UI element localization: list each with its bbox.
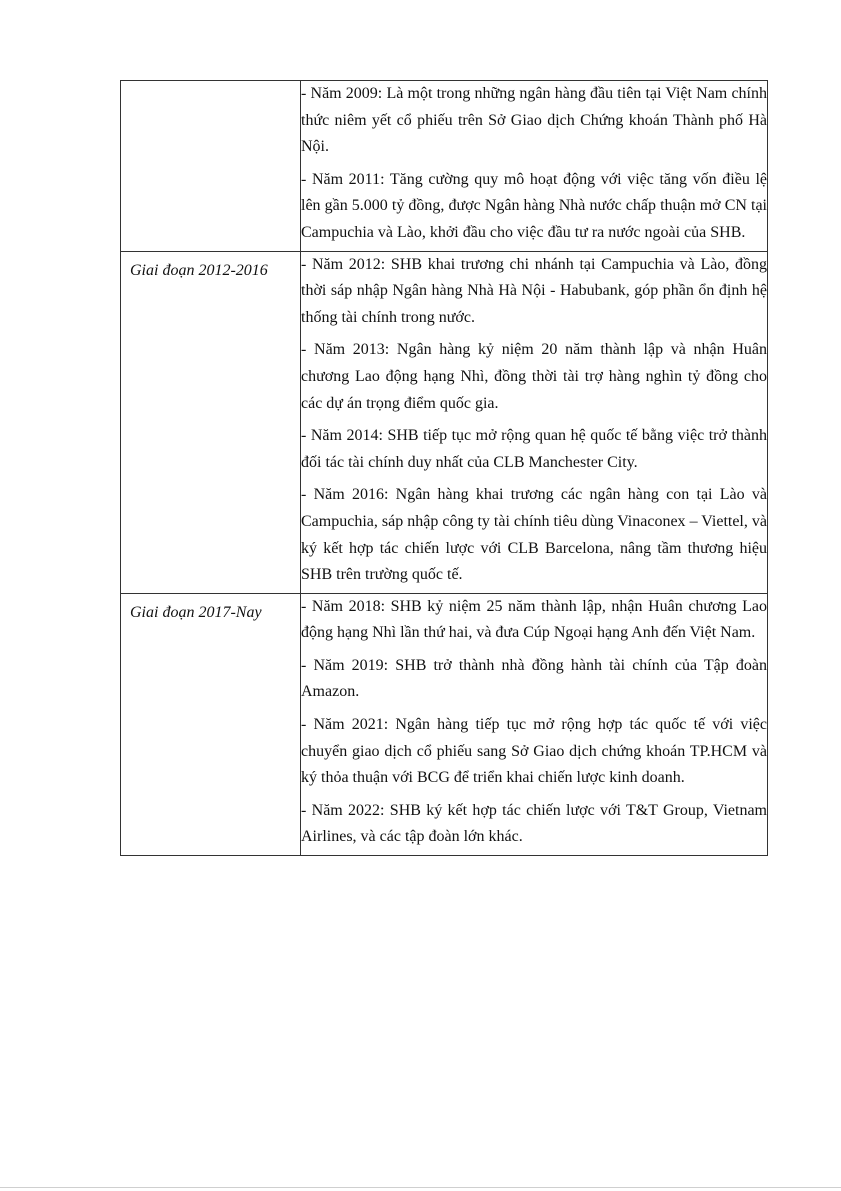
milestone-entry: - Năm 2021: Ngân hàng tiếp tục mở rộng hợp tác quốc tế với việc chuyển giao dịch cổ phiếu sang Sở Giao dịch chứng khoán TP.HCM và ký thỏa thuận với BCG để triển khai chiến lược kinh doanh. — [301, 716, 767, 787]
content-cell — [301, 593, 768, 855]
period-cell — [121, 593, 301, 855]
period-label: Giai đoạn 2012-2016 — [130, 261, 268, 279]
table-row — [121, 593, 768, 855]
milestone-entry: - Năm 2014: SHB tiếp tục mở rộng quan hệ quốc tế bằng việc trở thành đối tác tài chính duy nhất của CLB Manchester City. — [301, 427, 767, 471]
milestone-entry: - Năm 2018: SHB kỷ niệm 25 năm thành lập, nhận Huân chương Lao động hạng Nhì lần thứ hai, và đưa Cúp Ngoại hạng Anh đến Việt Nam. — [301, 597, 767, 642]
period-label: Giai đoạn 2017-Nay — [130, 603, 262, 621]
period-cell — [121, 81, 301, 252]
timeline-table — [120, 80, 768, 856]
table-row — [121, 251, 768, 593]
milestone-entry: - Năm 2011: Tăng cường quy mô hoạt động với việc tăng vốn điều lệ lên gần 5.000 tỷ đồng, được Ngân hàng Nhà nước chấp thuận mở CN tại Campuchia và Lào, khởi đầu cho việc đầu tư ra nước ngoài của SHB. — [301, 170, 767, 241]
content-cell — [301, 251, 768, 593]
content-cell — [301, 81, 768, 252]
milestone-entry: - Năm 2013: Ngân hàng kỷ niệm 20 năm thành lập và nhận Huân chương Lao động hạng Nhì, đồng thời tài trợ hàng nghìn tỷ đồng cho các dự án trọng điểm quốc gia. — [301, 341, 767, 412]
milestone-entry: - Năm 2019: SHB trở thành nhà đồng hành tài chính của Tập đoàn Amazon. — [301, 656, 767, 701]
milestone-entry: - Năm 2009: Là một trong những ngân hàng đầu tiên tại Việt Nam chính thức niêm yết cổ phiếu trên Sở Giao dịch Chứng khoán Thành phố Hà Nội. — [301, 85, 767, 156]
table-row — [121, 81, 768, 252]
period-cell — [121, 251, 301, 593]
page-bottom-divider — [0, 1187, 841, 1188]
period-label — [121, 81, 300, 87]
milestone-entry: - Năm 2012: SHB khai trương chi nhánh tại Campuchia và Lào, đồng thời sáp nhập Ngân hàng Nhà Hà Nội - Habubank, góp phần ổn định hệ thống tài chính trong nước. — [301, 255, 767, 326]
milestone-entry: - Năm 2022: SHB ký kết hợp tác chiến lược với T&T Group, Vietnam Airlines, và các tập đoàn lớn khác. — [301, 801, 767, 846]
milestone-entry: - Năm 2016: Ngân hàng khai trương các ngân hàng con tại Lào và Campuchia, sáp nhập công ty tài chính tiêu dùng Vinaconex – Viettel, và ký kết hợp tác chiến lược với CLB Barcelona, nâng tầm thương hiệu SHB trên trường quốc tế. — [301, 486, 767, 584]
